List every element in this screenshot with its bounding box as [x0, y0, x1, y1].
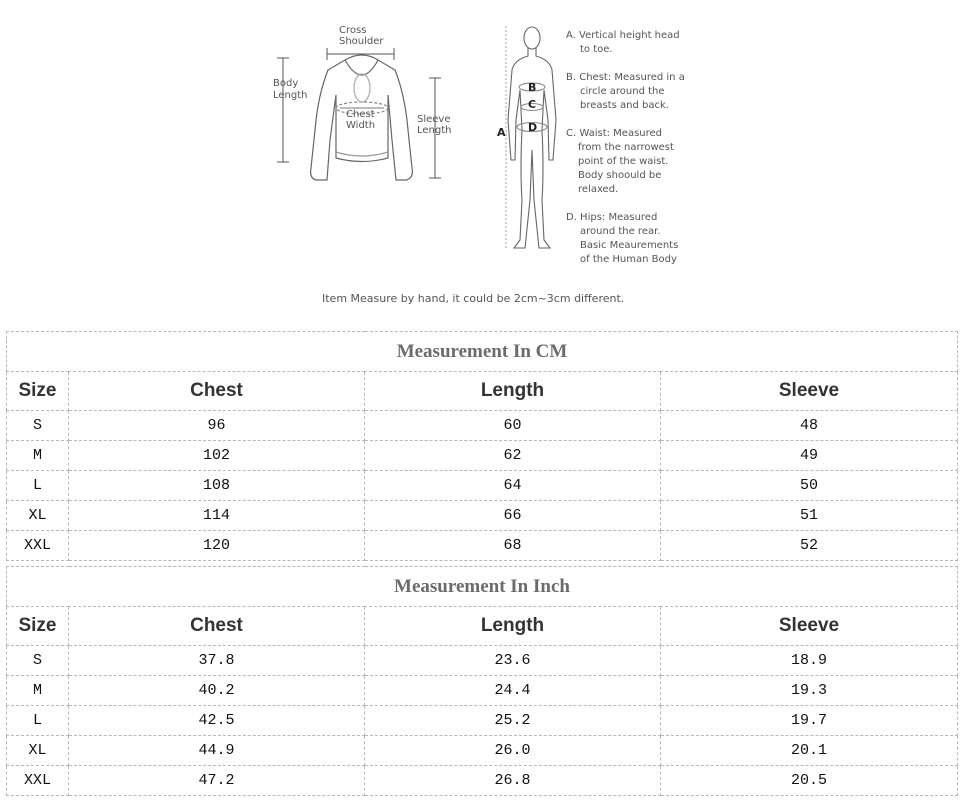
cell-sleeve: 20.5 — [661, 766, 958, 796]
label-body-length-1: Body — [273, 78, 299, 89]
note-b-line-1: B. Chest: Measured in a — [566, 72, 685, 83]
cell-chest: 102 — [69, 441, 365, 471]
table-row — [7, 646, 958, 676]
table-title-row — [7, 332, 958, 372]
cell-length: 23.6 — [365, 646, 661, 676]
note-a-line-2: to toe. — [580, 44, 613, 55]
cell-length: 68 — [365, 531, 661, 561]
cell-length: 24.4 — [365, 676, 661, 706]
measurement-diagram — [0, 0, 962, 325]
note-c-line-5: relaxed. — [578, 184, 619, 195]
table-row — [7, 766, 958, 796]
note-d-line-2: around the rear. — [580, 226, 661, 237]
cell-size: L — [7, 706, 69, 736]
table-row — [7, 706, 958, 736]
table-header-row — [7, 372, 958, 411]
table-row — [7, 411, 958, 441]
note-a-line-1: A. Vertical height head — [566, 30, 680, 41]
note-c-line-3: point of the waist. — [578, 156, 669, 167]
letter-b: B — [528, 81, 537, 94]
label-cross-shoulder-1: Cross — [339, 25, 367, 36]
table-row — [7, 531, 958, 561]
cell-chest: 37.8 — [69, 646, 365, 676]
cell-size: M — [7, 676, 69, 706]
cell-size: S — [7, 646, 69, 676]
cell-size: L — [7, 471, 69, 501]
header-chest: Chest — [69, 607, 365, 646]
cell-sleeve: 20.1 — [661, 736, 958, 766]
note-c-line-4: Body shoould be — [578, 170, 662, 181]
label-sleeve-length-2: Length — [417, 125, 452, 136]
cell-length: 26.8 — [365, 766, 661, 796]
label-sleeve-length-1: Sleeve — [417, 114, 451, 125]
cell-chest: 96 — [69, 411, 365, 441]
body-illustration — [506, 26, 556, 250]
cell-size: XL — [7, 501, 69, 531]
letter-a: A — [497, 126, 506, 139]
cell-sleeve: 50 — [661, 471, 958, 501]
cell-chest: 120 — [69, 531, 365, 561]
cm-size-table — [6, 331, 958, 561]
cell-size: XXL — [7, 531, 69, 561]
header-sleeve: Sleeve — [661, 607, 958, 646]
table-row — [7, 736, 958, 766]
cell-chest: 42.5 — [69, 706, 365, 736]
cell-sleeve: 51 — [661, 501, 958, 531]
body-notes — [566, 30, 685, 265]
cell-chest: 47.2 — [69, 766, 365, 796]
cm-table-title: Measurement In CM — [7, 332, 958, 372]
cell-chest: 114 — [69, 501, 365, 531]
note-c-line-1: C. Waist: Measured — [566, 128, 663, 139]
sweater-labels — [273, 25, 452, 136]
header-chest: Chest — [69, 372, 365, 411]
letter-d: D — [528, 121, 538, 134]
cell-size: XXL — [7, 766, 69, 796]
cell-size: XL — [7, 736, 69, 766]
cell-chest: 108 — [69, 471, 365, 501]
cell-sleeve: 49 — [661, 441, 958, 471]
cell-sleeve: 52 — [661, 531, 958, 561]
label-body-length-2: Length — [273, 90, 308, 101]
cell-length: 62 — [365, 441, 661, 471]
letter-c: C — [528, 98, 537, 111]
cell-chest: 40.2 — [69, 676, 365, 706]
table-row — [7, 471, 958, 501]
header-size: Size — [7, 607, 69, 646]
table-row — [7, 441, 958, 471]
cell-sleeve: 19.7 — [661, 706, 958, 736]
header-length: Length — [365, 372, 661, 411]
cell-size: M — [7, 441, 69, 471]
cell-sleeve: 48 — [661, 411, 958, 441]
note-c-line-2: from the narrowest — [578, 142, 674, 153]
note-d-line-3: Basic Meaurements — [580, 240, 679, 251]
header-sleeve: Sleeve — [661, 372, 958, 411]
table-title-row — [7, 567, 958, 607]
table-header-row — [7, 607, 958, 646]
cell-length: 25.2 — [365, 706, 661, 736]
label-chest-width-2: Width — [346, 120, 376, 131]
header-length: Length — [365, 607, 661, 646]
label-chest-width-1: Chest — [346, 109, 375, 120]
cell-size: S — [7, 411, 69, 441]
cell-length: 60 — [365, 411, 661, 441]
measure-disclaimer: Item Measure by hand, it could be 2cm~3cm different. — [322, 292, 625, 305]
label-cross-shoulder-2: Shoulder — [339, 36, 384, 47]
cell-sleeve: 19.3 — [661, 676, 958, 706]
inch-size-table — [6, 566, 958, 796]
header-size: Size — [7, 372, 69, 411]
table-row — [7, 676, 958, 706]
note-b-line-2: circle around the — [580, 86, 665, 97]
note-d-line-4: of the Human Body — [580, 254, 677, 265]
table-row — [7, 501, 958, 531]
cell-chest: 44.9 — [69, 736, 365, 766]
cell-length: 66 — [365, 501, 661, 531]
note-b-line-3: breasts and back. — [580, 100, 669, 111]
cell-length: 64 — [365, 471, 661, 501]
inch-table-title: Measurement In Inch — [7, 567, 958, 607]
note-d-line-1: D. Hips: Measured — [566, 212, 658, 223]
cell-length: 26.0 — [365, 736, 661, 766]
cell-sleeve: 18.9 — [661, 646, 958, 676]
